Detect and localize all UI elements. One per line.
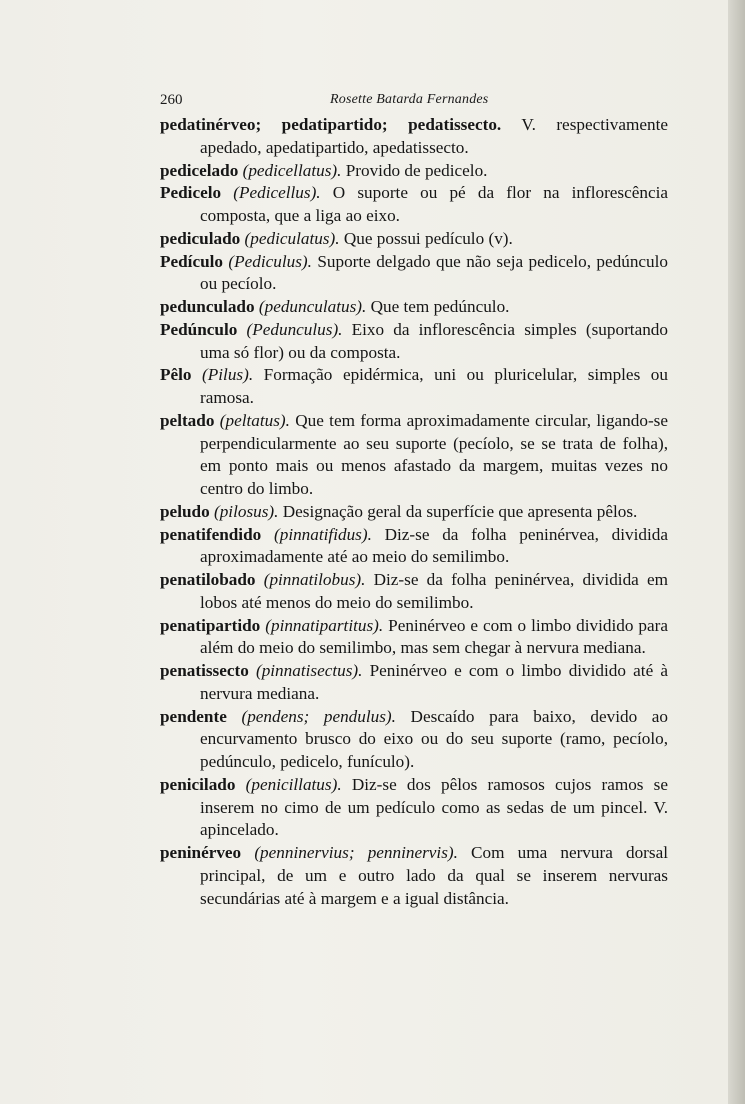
entry-latin-name: (pilosus). — [213, 501, 279, 521]
entry-term: peludo — [160, 501, 210, 521]
entry-latin-name: (pendens; pendulus). — [241, 706, 396, 726]
entry-definition: Diz-se da folha peninérvea, dividida em lobos até menos do meio do semilimbo. — [200, 570, 668, 612]
entry-definition: Diz-se dos pêlos ramosos cujos ramos se inserem no cimo de um pedículo como as sedas de um pincel. V. apincelado. — [200, 774, 669, 840]
entry-definition: Peninérveo e com o limbo dividido até à nervura mediana. — [200, 661, 668, 703]
entry-definition: Peninérveo e com o limbo dividido para além do meio do semilimbo, mas sem chegar à nervura mediana. — [200, 615, 669, 658]
entry-latin-name: (pediculatus). — [244, 228, 340, 248]
entry-term: penatipartido — [160, 615, 261, 635]
glossary-entry — [160, 569, 668, 615]
entry-definition: Que possui pedículo (v). — [339, 228, 513, 248]
glossary-entry — [160, 114, 668, 160]
entry-latin-name: (pedicellatus). — [242, 160, 342, 180]
entry-definition: O suporte ou pé da flor na inflorescência composta, que a liga ao eixo. — [200, 183, 668, 225]
entry-latin-name: (Pedicellus). — [233, 183, 321, 203]
entry-term: peninérveo — [160, 843, 242, 862]
glossary-entry — [160, 410, 668, 501]
entry-latin-name: (pinnatipartitus). — [265, 615, 384, 635]
entry-term: Pedicelo — [160, 183, 222, 203]
glossary-entries — [160, 114, 668, 910]
glossary-entry — [160, 501, 668, 524]
entry-definition: Que tem forma aproximadamente circular, ligando-se perpendicularmente ao seu suporte (pecíolo, se se trata de folha), em ponto mais ou menos afastado da margem, muitas vezes no centro do limbo. — [200, 410, 668, 498]
entry-definition: Designação geral da superfície que apresenta pêlos. — [278, 501, 638, 521]
entry-latin-name: (pedunculatus). — [258, 297, 367, 316]
glossary-entry — [160, 524, 668, 570]
entry-term: Pêlo — [160, 365, 192, 385]
entry-definition: Diz-se da folha peninérvea, dividida aproximadamente até ao meio do semilimbo. — [200, 524, 668, 567]
glossary-entry — [160, 706, 668, 774]
entry-term: penicilado — [160, 774, 236, 794]
page-number: 260 — [160, 92, 183, 108]
entry-latin-name: (Pilus). — [202, 365, 254, 385]
entry-definition: Formação epidérmica, uni ou pluricelular, simples ou ramosa. — [200, 365, 668, 407]
glossary-entry — [160, 228, 668, 251]
glossary-entry — [160, 296, 668, 319]
entry-latin-name: (penicillatus). — [245, 774, 342, 794]
glossary-entry — [160, 251, 668, 297]
entry-term: Pedículo — [160, 251, 224, 271]
entry-latin-name: (Pedunculus). — [246, 319, 343, 339]
glossary-entry — [160, 660, 668, 706]
entry-term: pedunculado — [160, 297, 255, 316]
entry-definition: Eixo da inflorescência simples (suportando uma só flor) ou da composta. — [200, 319, 668, 362]
entry-definition: Descaído para baixo, devido ao encurvamento brusco do eixo ou do seu suporte (ramo, pecíolo, pedúnculo, pedicelo, funículo). — [200, 706, 668, 771]
glossary-entry — [160, 160, 668, 183]
page-header — [160, 92, 668, 112]
entry-term: penatissecto — [160, 661, 249, 680]
glossary-entry — [160, 615, 668, 661]
entry-term: penatifendido — [160, 524, 262, 544]
running-head: Rosette Batarda Fernandes — [330, 92, 489, 107]
entry-definition: V. respectivamente apedado, apedatipartido, apedatissecto. — [200, 115, 668, 157]
entry-definition: Que tem pedúnculo. — [366, 297, 510, 316]
glossary-entry — [160, 319, 668, 365]
entry-latin-name: (peltatus). — [219, 410, 290, 430]
entry-latin-name: (pinnatifidus). — [274, 524, 372, 544]
entry-term: pendente — [160, 706, 227, 726]
entry-term: pedatinérveo; pedatipartido; pedatissecto. — [160, 115, 502, 134]
entry-latin-name: (Pediculus). — [228, 251, 312, 271]
entry-definition: Suporte delgado que não seja pedicelo, pedúnculo ou pecíolo. — [200, 251, 668, 294]
entry-definition: Provido de pedicelo. — [341, 160, 488, 180]
page-edge — [728, 0, 745, 1104]
entry-term: peltado — [160, 410, 215, 430]
entry-term: pedicelado — [160, 160, 239, 180]
entry-term: pediculado — [160, 228, 241, 248]
entry-latin-name: (pinnatilobus). — [263, 570, 366, 589]
glossary-entry — [160, 842, 668, 910]
entry-term: Pedúnculo — [160, 319, 238, 339]
entry-term: penatilobado — [160, 570, 256, 589]
glossary-entry — [160, 774, 668, 842]
entry-latin-name: (penninervius; penninervis). — [254, 843, 458, 862]
glossary-entry — [160, 364, 668, 410]
entry-definition: Com uma nervura dorsal principal, de um e outro lado da qual se inserem nervuras secundárias até à margem e a igual distância. — [200, 843, 668, 908]
glossary-entry — [160, 182, 668, 228]
entry-latin-name: (pinnatisectus). — [255, 661, 363, 680]
